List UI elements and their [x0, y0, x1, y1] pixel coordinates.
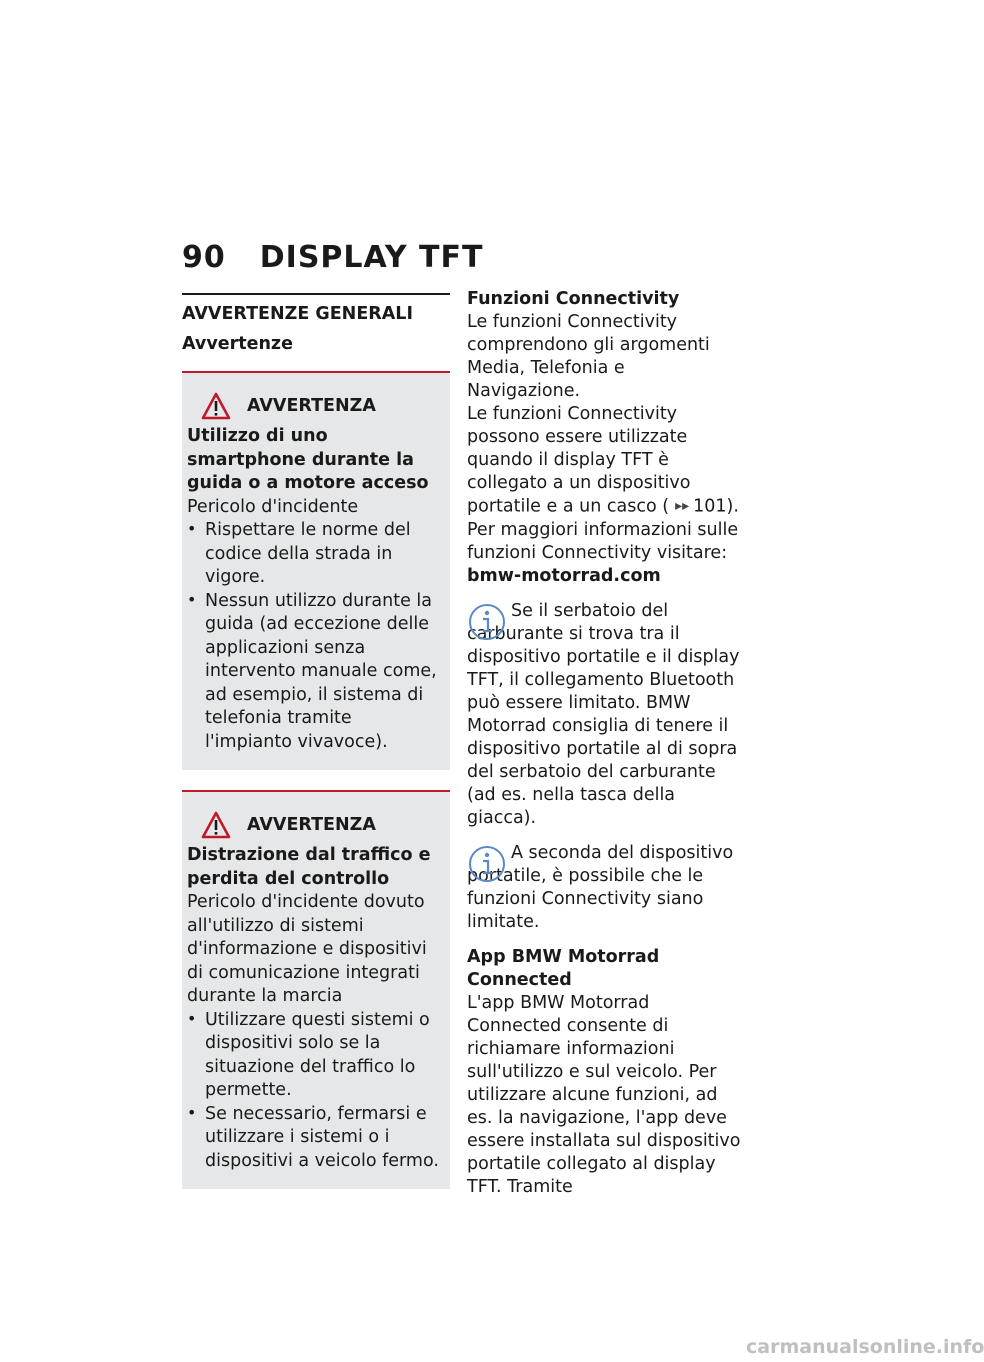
page-title: DISPLAY TFT [259, 240, 484, 275]
info-note-1 [467, 600, 742, 830]
warning-heading: Utilizzo di uno smartphone durante la guida o a motore acceso [187, 426, 429, 493]
warning-header [187, 391, 444, 421]
connectivity-title: Funzioni Connectivity [467, 289, 680, 309]
bullet-item: • Utilizzare questi sistemi o dispositivi solo se la situazione del traffico lo permette. [187, 1008, 430, 1100]
right-column [467, 288, 742, 1199]
section-title: AVVERTENZE GENERALI [182, 293, 450, 327]
app-title: App BMW Motorrad Connected [467, 946, 660, 990]
bullet-item: • Nessun utilizzo durante la guida (ad eccezione delle applicazioni senza intervento manuale come, ad esempio, il sistema di telefonia tramite l'impianto vivavoce). [187, 589, 437, 752]
bullet-item: • Se necessario, fermarsi e utilizzare i sistemi o i dispositivi a veicolo fermo. [187, 1102, 439, 1171]
info-icon [467, 844, 507, 884]
info-icon [467, 602, 507, 642]
subsection-title: Avvertenze [182, 334, 293, 354]
app-paragraph: L'app BMW Motorrad Connected consente di richiamare informazioni sull'utilizzo e sul veicolo. Per utilizzare alcune funzioni, ad es. la navigazione, l'app deve essere installata sul dispositivo portatile collegato al display TFT. Tramite [467, 992, 741, 1197]
connectivity-paragraph-2: Le funzioni Connectivity possono essere utilizzate quando il display TFT è collegato a un dispositivo portatile e a un casco ( ▸▸ 101). Per maggiori informazioni sulle funzioni Connectivity visitare: bmw-motorrad.com [467, 404, 739, 586]
watermark: carmanualsonline.info [746, 1336, 984, 1358]
left-column [182, 293, 450, 1189]
page-number: 90 [182, 240, 226, 275]
connectivity-paragraph-1: Le funzioni Connectivity comprendono gli argomenti Media, Telefonia e Navigazione. [467, 312, 710, 401]
warning-box-2 [182, 790, 450, 1189]
warning-risk: Pericolo d'incidente [187, 496, 359, 517]
warning-label: AVVERTENZA [247, 396, 376, 416]
warning-header [187, 810, 444, 840]
info-note-2 [467, 842, 742, 934]
warning-heading: Distrazione dal traffico e perdita del controllo [187, 845, 431, 889]
page-reference: 101). [693, 496, 739, 517]
info-text: Se il serbatoio del carburante si trova tra il dispositivo portatile e il display TFT, il collegamento Bluetooth può essere limitato. BMW Motorrad consiglia di tenere il dispositivo portatile al di sopra del serbatoio del carburante (ad es. nella tasca della giacca). [467, 600, 740, 828]
warning-box-1 [182, 371, 450, 770]
warning-risk: Pericolo d'incidente dovuto all'utilizzo di sistemi d'informazione e dispositivi di comunicazione integrati durante la marcia [187, 892, 427, 1006]
warning-triangle-icon [201, 392, 231, 420]
page-reference-arrow-icon: ▸▸ [675, 498, 690, 514]
warning-label: AVVERTENZA [247, 815, 376, 835]
info-text: A seconda del dispositivo portatile, è possibile che le funzioni Connectivity siano limitate. [467, 842, 734, 932]
warning-triangle-icon [201, 811, 231, 839]
page-header [182, 240, 483, 275]
bullet-item: • Rispettare le norme del codice della strada in vigore. [187, 519, 411, 587]
website-link[interactable]: bmw-motorrad.com [467, 565, 661, 586]
